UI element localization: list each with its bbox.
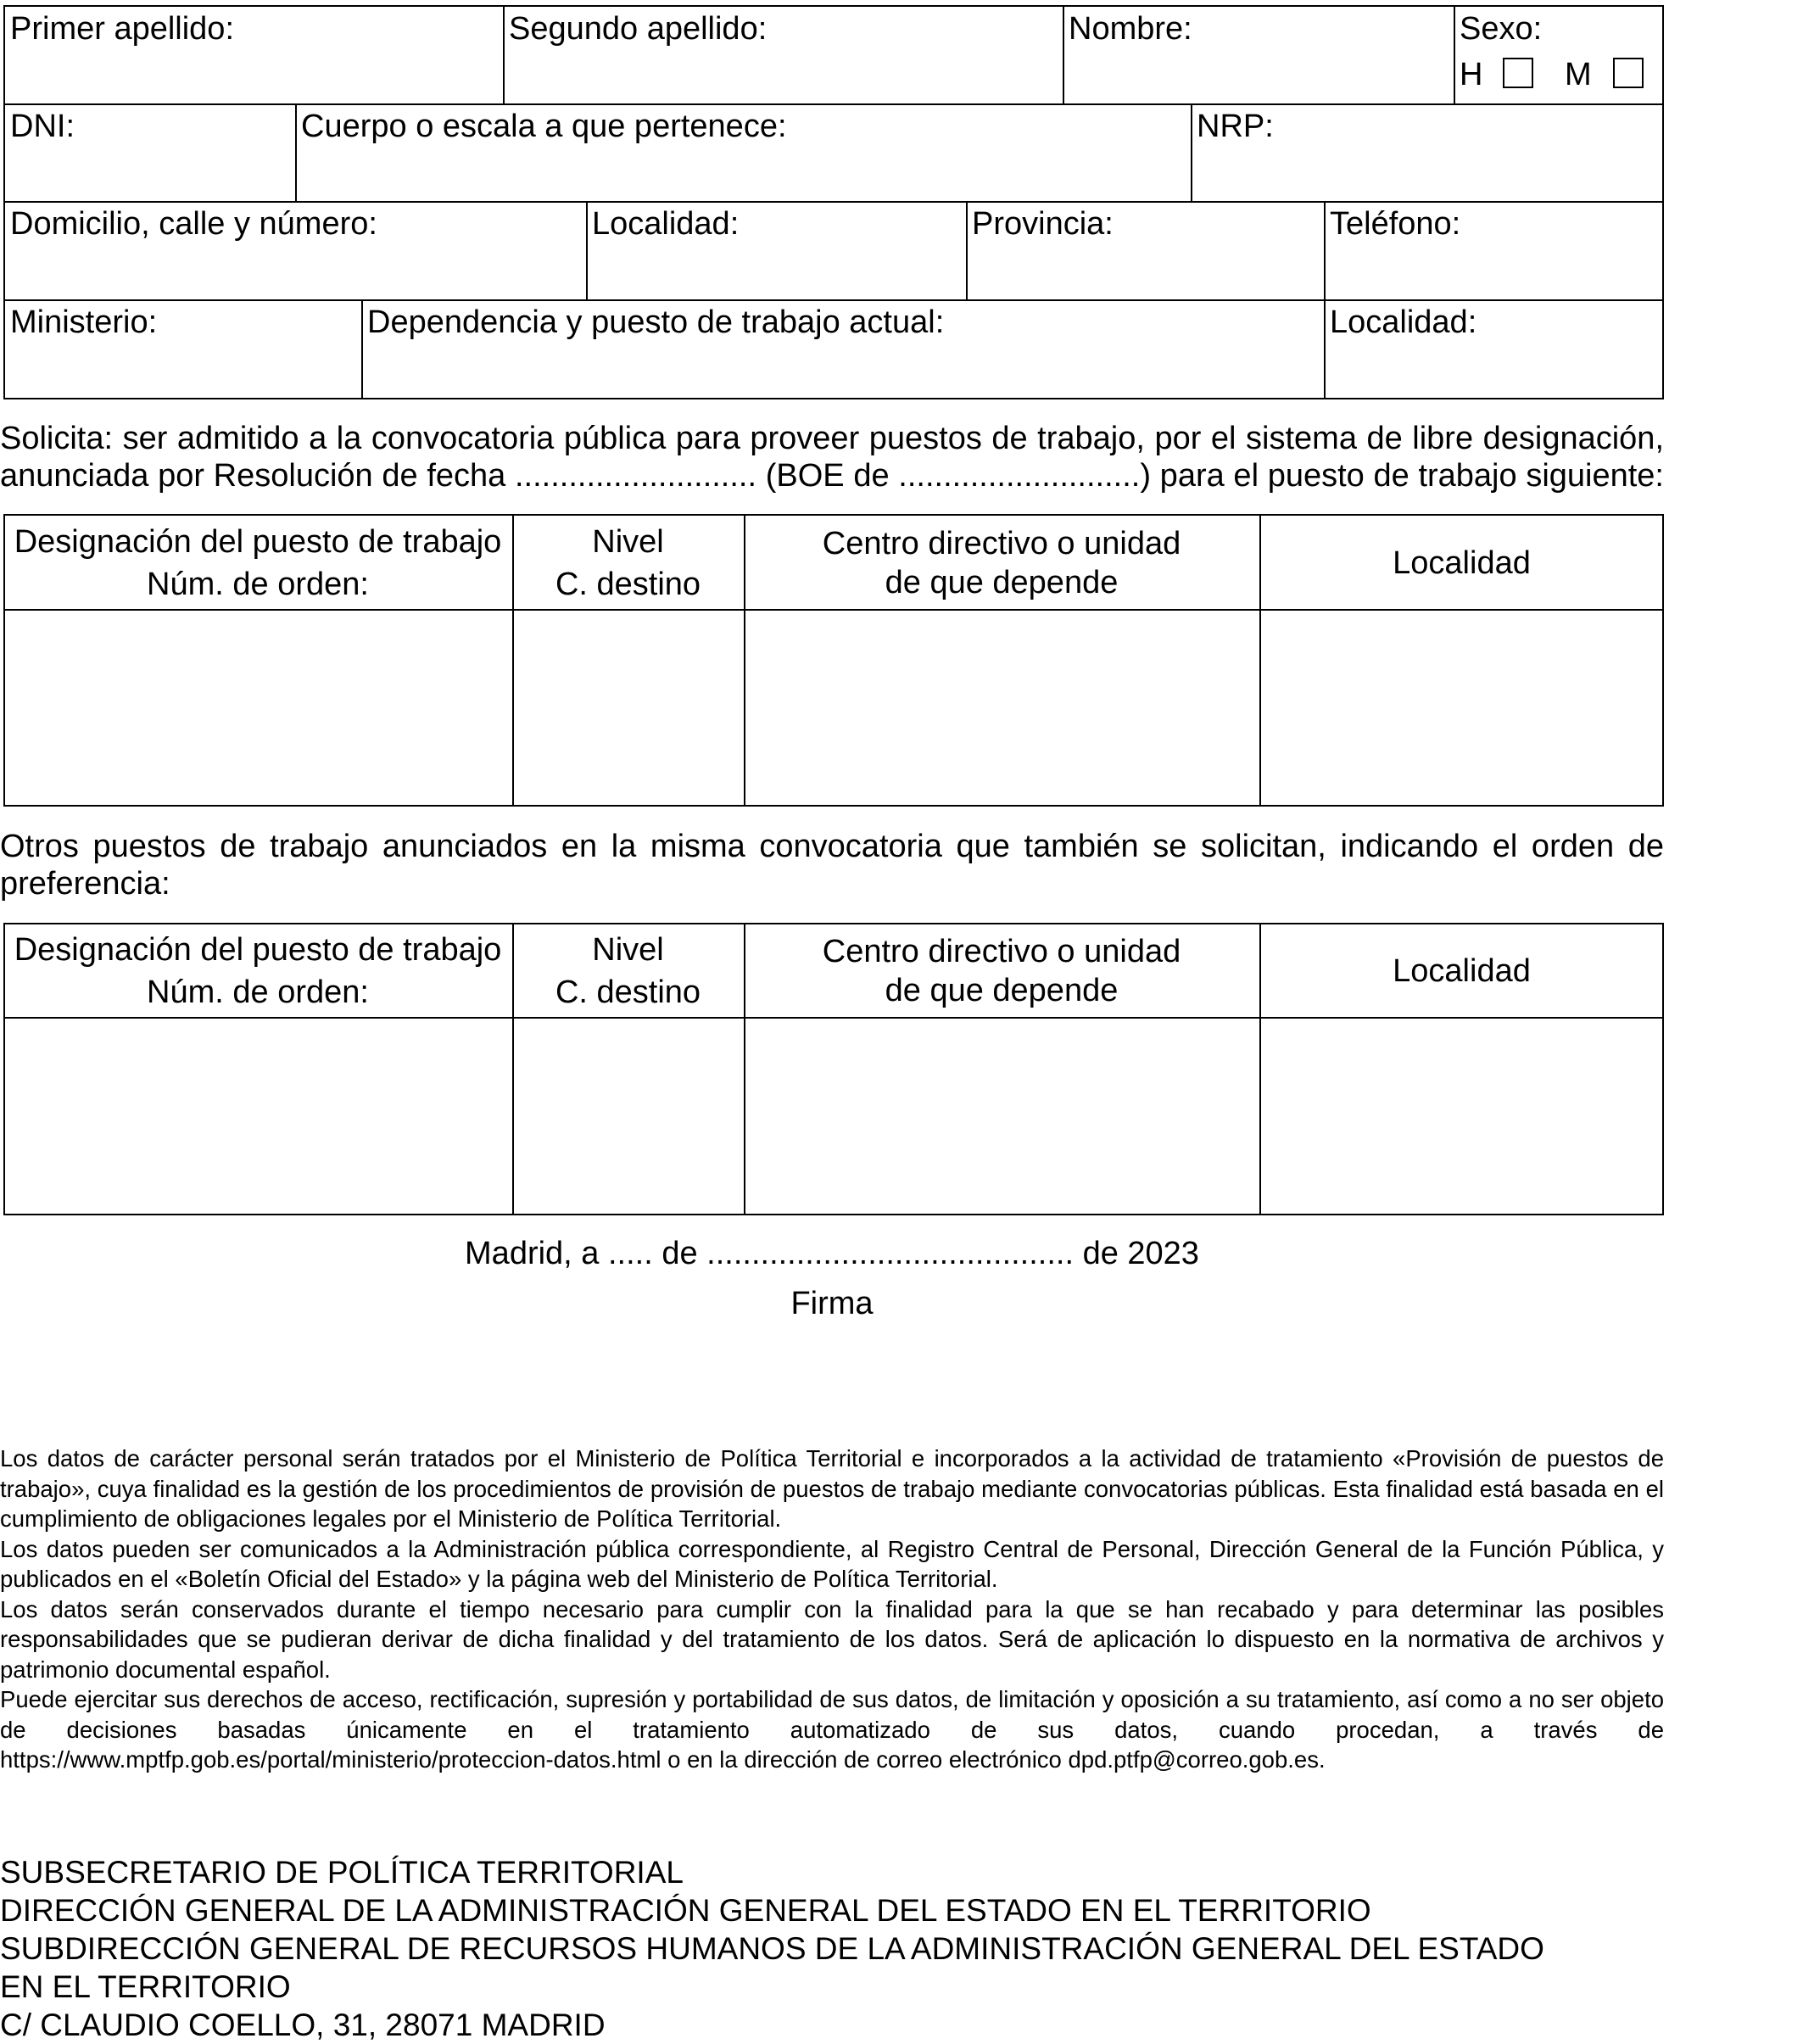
grid-col-divider <box>1324 201 1326 300</box>
header-localidad-text: Localidad <box>1393 953 1531 989</box>
dni-field[interactable]: DNI: <box>10 109 75 144</box>
grid-col-divider <box>1324 299 1326 399</box>
header-num-orden-text: Núm. de orden: <box>147 975 369 1010</box>
grid-row-divider <box>3 201 1664 203</box>
header-centro-text-2: de que depende <box>885 973 1119 1008</box>
primer-apellido-field[interactable]: Primer apellido: <box>10 11 234 47</box>
header-localidad-text: Localidad <box>1393 545 1531 581</box>
header-num-orden-text: Núm. de orden: <box>147 567 369 602</box>
privacy-paragraph-4: Puede ejercitar sus derechos de acceso, rectificación, supresión y portabilidad de sus datos, de limitación y oposición a su tratamiento, así como a no ser objeto de decisiones basadas únicamente en el tratamiento automatizado de sus datos, cuando procedan, a través de <box>0 1686 1664 1743</box>
address-block <box>0 1853 1544 2044</box>
privacy-paragraph-4-url: https://www.mptfp.gob.es/portal/ministerio/proteccion-datos.html o en la dirección de correo electrónico dpd.ptfp@correo.gob.es. <box>0 1746 1326 1773</box>
header-c-destino-text: C. destino <box>555 567 701 602</box>
grid-row-divider <box>3 103 1664 105</box>
header-designacion <box>3 927 512 1015</box>
solicita-line-2: anunciada por Resolución de fecha ........................... (BOE de ...........................) para el puesto de trabajo siguiente: <box>0 458 1664 494</box>
grid-col-divider <box>295 103 297 202</box>
grid-row-divider <box>3 299 1664 301</box>
header-nivel <box>512 927 744 1015</box>
address-line-5: C/ CLAUDIO COELLO, 31, 28071 MADRID <box>0 2008 606 2042</box>
grid-col-divider <box>1191 103 1192 202</box>
privacy-paragraph-1: Los datos de carácter personal serán tratados por el Ministerio de Política Territorial e incorporados a la actividad de tratamiento «Provisión de puestos de trabajo», cuya finalidad es la gestión de los procedimientos de provisión de puestos de trabajo mediante convocatorias públicas. Esta finalidad está basada en el cumplimiento de obligaciones legales por el Ministerio de Política Territorial. <box>0 1445 1664 1532</box>
sexo-m-checkbox[interactable] <box>1613 58 1644 88</box>
solicita-line-1: Solicita: ser admitido a la convocatoria pública para proveer puestos de trabajo, por el sistema de libre designación, <box>0 421 1664 456</box>
dependencia-field[interactable]: Dependencia y puesto de trabajo actual: <box>367 304 945 340</box>
address-line-1: SUBSECRETARIO DE POLÍTICA TERRITORIAL <box>0 1855 684 1890</box>
table-header-divider <box>3 1017 1664 1019</box>
header-centro-text-2: de que depende <box>885 565 1119 600</box>
grid-col-divider <box>361 299 363 399</box>
domicilio-field[interactable]: Domicilio, calle y número: <box>10 206 377 242</box>
header-designacion-text: Designación del puesto de trabajo <box>14 524 502 560</box>
grid-col-divider <box>503 5 505 104</box>
nrp-field[interactable]: NRP: <box>1197 109 1274 144</box>
header-designacion <box>3 519 512 607</box>
otros-line-1: Otros puestos de trabajo anunciados en la misma convocatoria que también se solicitan, indicando el orden de <box>0 829 1664 864</box>
privacy-notice <box>0 1444 1664 1775</box>
header-localidad <box>1259 927 1664 1015</box>
nombre-field[interactable]: Nombre: <box>1069 11 1192 47</box>
sexo-h-checkbox[interactable] <box>1503 58 1533 88</box>
privacy-paragraph-2: Los datos pueden ser comunicados a la Administración pública correspondiente, al Registro Central de Personal, Dirección General de la Función Pública, y publicados en el «Boletín Oficial del Estado» y la página web del Ministerio de Política Territorial. <box>0 1535 1664 1592</box>
header-centro <box>744 927 1259 1015</box>
provincia-field[interactable]: Provincia: <box>972 206 1114 242</box>
header-centro-text-1: Centro directivo o unidad <box>822 526 1181 561</box>
ministerio-field[interactable]: Ministerio: <box>10 304 158 340</box>
sexo-h-label: H <box>1460 57 1483 92</box>
sexo-m-label: M <box>1565 57 1592 92</box>
otros-line-2: preferencia: <box>0 866 170 902</box>
header-designacion-text: Designación del puesto de trabajo <box>14 932 502 968</box>
privacy-paragraph-3: Los datos serán conservados durante el tiempo necesario para cumplir con la finalidad para la que se han recabado y para determinar las posibles responsabilidades que se pudieran derivar de dicha finalidad y del tratamiento de los datos. Será de aplicación lo dispuesto en la normativa de archivos y patrimonio documental español. <box>0 1595 1664 1683</box>
header-localidad <box>1259 519 1664 607</box>
header-nivel-text: Nivel <box>592 932 664 968</box>
grid-col-divider <box>1063 5 1064 104</box>
header-centro-text-1: Centro directivo o unidad <box>822 934 1181 969</box>
grid-col-divider <box>1454 5 1455 104</box>
telefono-field[interactable]: Teléfono: <box>1330 206 1461 242</box>
sexo-label: Sexo: <box>1460 11 1543 47</box>
firma-label: Firma <box>790 1286 874 1321</box>
localidad-actual-field[interactable]: Localidad: <box>1330 304 1477 340</box>
localidad-field[interactable]: Localidad: <box>592 206 740 242</box>
header-c-destino-text: C. destino <box>555 975 701 1010</box>
address-line-2: DIRECCIÓN GENERAL DE LA ADMINISTRACIÓN GENERAL DEL ESTADO EN EL TERRITORIO <box>0 1893 1371 1928</box>
cuerpo-field[interactable]: Cuerpo o escala a que pertenece: <box>301 109 787 144</box>
grid-col-divider <box>966 201 968 300</box>
header-centro <box>744 519 1259 607</box>
header-nivel <box>512 519 744 607</box>
table-header-divider <box>3 609 1664 611</box>
header-nivel-text: Nivel <box>592 524 664 560</box>
grid-col-divider <box>586 201 588 300</box>
address-line-3: SUBDIRECCIÓN GENERAL DE RECURSOS HUMANOS DE LA ADMINISTRACIÓN GENERAL DEL ESTADO <box>0 1931 1544 1966</box>
segundo-apellido-field[interactable]: Segundo apellido: <box>509 11 768 47</box>
fecha-line: Madrid, a ..... de ......................................... de 2023 <box>465 1236 1199 1271</box>
address-line-4: EN EL TERRITORIO <box>0 1969 291 2004</box>
